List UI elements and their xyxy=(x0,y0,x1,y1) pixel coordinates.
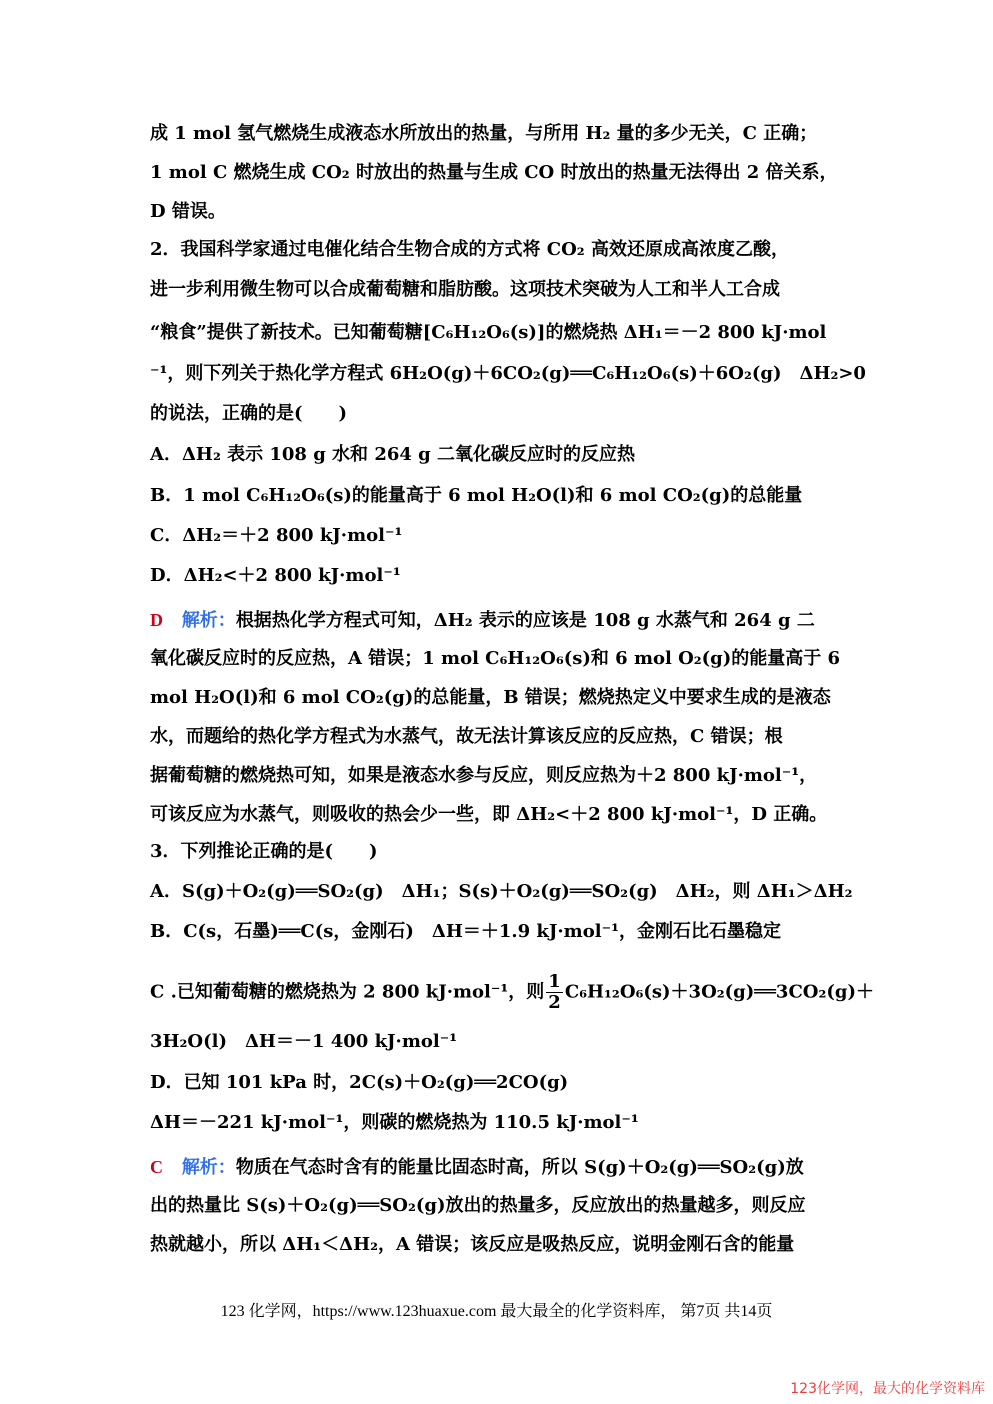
question-3-option-c-cont: 3H₂O(l) ΔH＝－1 400 kJ·mol⁻¹ xyxy=(150,1031,458,1052)
answer-1-text: 根据热化学方程式可知，ΔH₂ 表示的应该是 108 g 水蒸气和 264 g 二 xyxy=(235,610,815,631)
question-3-option-b: B．C(s，石墨)══C(s，金刚石) ΔH＝＋1.9 kJ·mol⁻¹，金刚石比石墨稳定 xyxy=(150,921,781,942)
fraction-one-half xyxy=(546,972,563,1013)
question-2-stem-5: 的说法，正确的是( ) xyxy=(150,403,348,424)
text-line-1: 成 1 mol 氢气燃烧生成液态水所放出的热量，与所用 H₂ 量的多少无关，C 正确； xyxy=(150,123,818,144)
fraction-numerator: 1 xyxy=(548,971,561,992)
option-c-prefix: C .已知葡萄糖的燃烧热为 2 800 kJ·mol⁻¹，则 xyxy=(150,981,545,1003)
watermark-text: 123化学网，最大的化学资料库 xyxy=(790,1381,985,1397)
answer-1-letter: D xyxy=(150,610,163,630)
question-2-stem-4: ⁻¹，则下列关于热化学方程式 6H₂O(g)＋6CO₂(g)══C₆H₁₂O₆(s)＋6O₂(g) ΔH₂>0 xyxy=(150,363,866,384)
question-2-stem-2: 进一步利用微生物可以合成葡萄糖和脂肪酸。这项技术突破为人工和半人工合成 xyxy=(150,279,780,300)
answer-2-letter: C xyxy=(150,1157,163,1177)
question-3-option-d: D．已知 101 kPa 时，2C(s)＋O₂(g)══2CO(g) xyxy=(150,1072,569,1093)
text-line-3: D 错误。 xyxy=(150,201,226,222)
fraction-denominator: 2 xyxy=(548,992,561,1013)
question-3-stem: 3．下列推论正确的是( ) xyxy=(150,841,378,862)
text-line-2: 1 mol C 燃烧生成 CO₂ 时放出的热量与生成 CO 时放出的热量无法得出 2 倍关系， xyxy=(150,162,838,183)
answer-2-label: 解析： xyxy=(181,1157,236,1178)
page-footer: 123 化学网，https://www.123huaxue.com 最大最全的化学资料库， 第7页 共14页 xyxy=(220,1303,773,1320)
question-2-stem-1: 2．我国科学家通过电催化结合生物合成的方式将 CO₂ 高效还原成高浓度乙酸， xyxy=(150,239,789,260)
answer-1-line-2: 氧化碳反应时的反应热，A 错误；1 mol C₆H₁₂O₆(s)和 6 mol O₂(g)的能量高于 6 xyxy=(150,648,841,669)
answer-2-line-3: 热就越小，所以 ΔH₁＜ΔH₂，A 错误；该反应是吸热反应，说明金刚石含的能量 xyxy=(150,1234,795,1255)
option-c-equation: C₆H₁₂O₆(s)＋3O₂(g)══3CO₂(g)＋ xyxy=(564,981,874,1003)
question-3-option-d-cont: ΔH＝－221 kJ·mol⁻¹，则碳的燃烧热为 110.5 kJ·mol⁻¹ xyxy=(150,1112,639,1133)
question-3-option-a: A．S(g)＋O₂(g)══SO₂(g) ΔH₁；S(s)＋O₂(g)══SO₂(g) ΔH₂，则 ΔH₁＞ΔH₂ xyxy=(150,881,853,902)
answer-1-line-5: 据葡萄糖的燃烧热可知，如果是液态水参与反应，则反应热为＋2 800 kJ·mol⁻¹， xyxy=(150,765,818,786)
answer-2-text: 物质在气态时含有的能量比固态时高，所以 S(g)＋O₂(g)══SO₂(g)放 xyxy=(235,1157,804,1178)
question-2-option-b: B．1 mol C₆H₁₂O₆(s)的能量高于 6 mol H₂O(l)和 6 mol CO₂(g)的总能量 xyxy=(150,485,803,506)
answer-2-line-1 xyxy=(150,1155,873,1180)
question-2-stem-3: “粮食”提供了新技术。已知葡萄糖[C₆H₁₂O₆(s)]的燃烧热 ΔH₁＝－2 800 kJ·mol xyxy=(150,322,827,343)
answer-1-line-6: 可该反应为水蒸气，则吸收的热会少一些，即 ΔH₂<＋2 800 kJ·mol⁻¹，D 正确。 xyxy=(150,804,828,825)
question-3-option-c xyxy=(150,972,873,1013)
answer-1-line-3: mol H₂O(l)和 6 mol CO₂(g)的总能量，B 错误；燃烧热定义中要求生成的是液态 xyxy=(150,687,831,708)
answer-2-line-2: 出的热量比 S(s)＋O₂(g)══SO₂(g)放出的热量多，反应放出的热量越多，则反应 xyxy=(150,1195,806,1216)
question-2-option-d: D．ΔH₂<＋2 800 kJ·mol⁻¹ xyxy=(150,565,401,586)
question-2-option-c: C．ΔH₂＝＋2 800 kJ·mol⁻¹ xyxy=(150,525,403,546)
answer-1-line-1 xyxy=(150,608,873,633)
answer-1-line-4: 水，而题给的热化学方程式为水蒸气，故无法计算该反应的反应热，C 错误；根 xyxy=(150,726,783,747)
answer-1-label: 解析： xyxy=(181,610,236,631)
question-2-option-a: A．ΔH₂ 表示 108 g 水和 264 g 二氧化碳反应时的反应热 xyxy=(150,444,636,465)
